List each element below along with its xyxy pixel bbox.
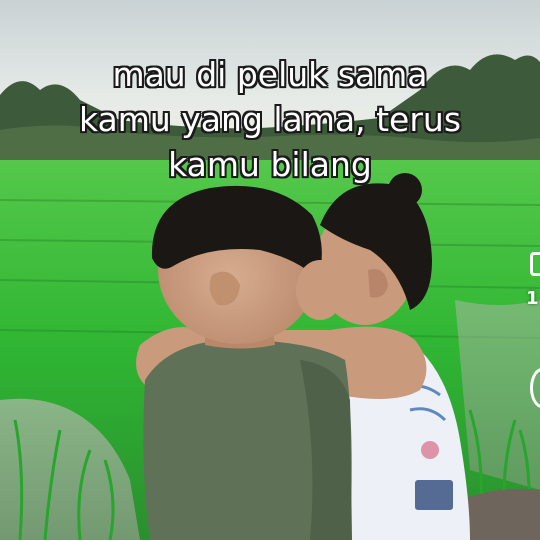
edge-icon[interactable]: [530, 252, 540, 276]
caption-line-3: kamu bilang: [168, 145, 372, 184]
caption-text: [0, 52, 540, 187]
caption-line-2: kamu yang lama, terus: [78, 100, 462, 139]
girl-cheek: [296, 260, 344, 320]
edge-count: 1: [526, 288, 539, 309]
caption-line-1: mau di peluk sama: [112, 55, 428, 94]
